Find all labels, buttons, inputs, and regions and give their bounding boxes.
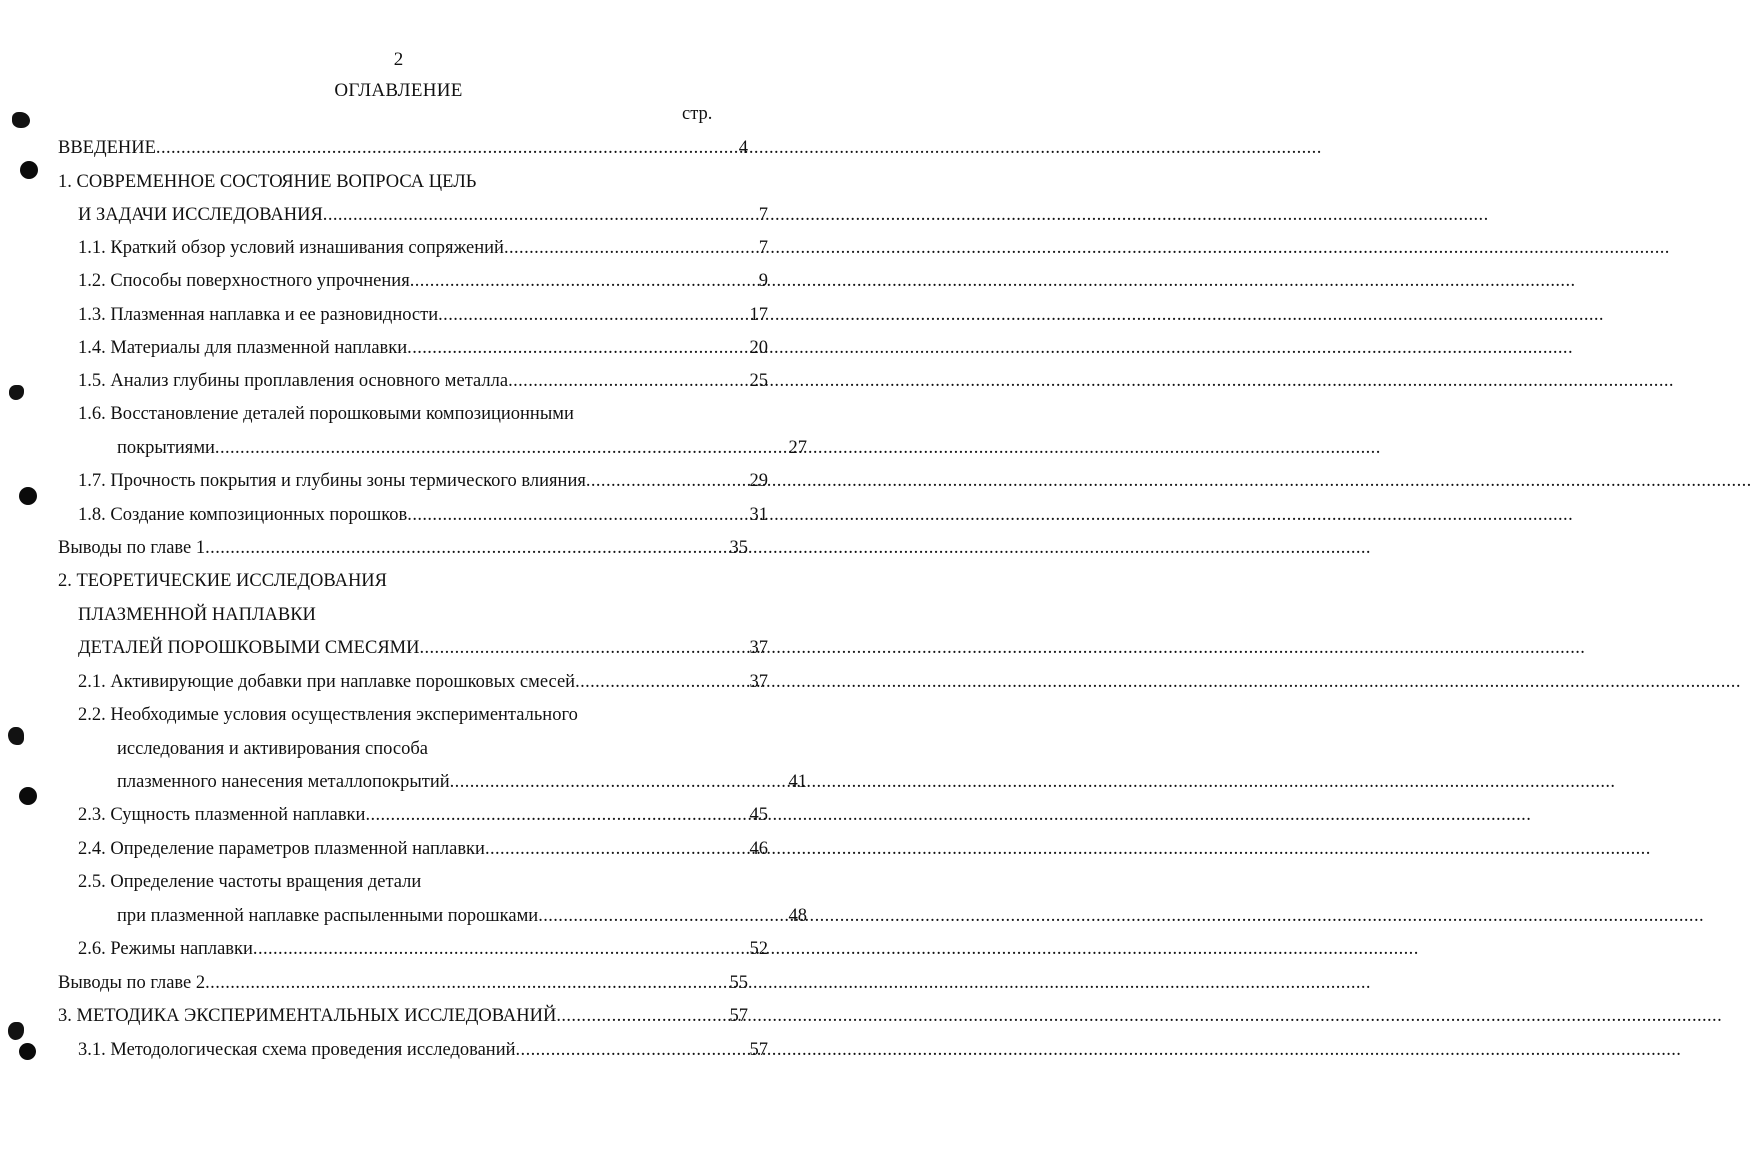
toc-entry [78, 203, 768, 227]
toc-entry-page: 35 [729, 538, 748, 558]
toc-entry-text: 1.6. Восстановление деталей порошковыми композиционными [78, 404, 574, 424]
toc-entry-page: 25 [749, 371, 768, 391]
toc-entry-page: 45 [749, 805, 768, 825]
leader-dots [516, 1038, 1682, 1062]
toc-entry [58, 170, 476, 194]
toc-entry [78, 870, 421, 894]
toc-entry [78, 469, 768, 493]
toc-entry-text: 2.2. Необходимые условия осуществления экспериментального [78, 705, 578, 725]
leader-dots [365, 803, 1531, 827]
toc-entry-page: 37 [749, 638, 768, 658]
toc-entry [117, 904, 807, 928]
toc-entry-text: плазменного нанесения металлопокрытий [117, 772, 450, 792]
toc-entry-text: И ЗАДАЧИ ИССЛЕДОВАНИЯ [78, 205, 323, 225]
toc-entry-text: 2. ТЕОРЕТИЧЕСКИЕ ИССЛЕДОВАНИЯ [58, 571, 387, 591]
leader-dots [450, 770, 1616, 794]
toc-entry-text: 1.2. Способы поверхностного упрочнения [78, 271, 410, 291]
toc-entry [78, 603, 316, 627]
toc-entry-text: 2.6. Режимы наплавки [78, 939, 253, 959]
toc-entry [58, 536, 748, 560]
toc-entry-page: 7 [758, 205, 768, 225]
toc-entry [78, 269, 768, 293]
toc-entry [78, 670, 768, 694]
toc-entry-text: 1.1. Краткий обзор условий изнашивания сопряжений [78, 238, 504, 258]
scan-mark [8, 727, 24, 745]
toc-entry [58, 971, 748, 995]
toc-entry [78, 402, 574, 426]
scan-mark [12, 112, 30, 128]
toc-entry-page: 37 [749, 672, 768, 692]
leader-dots [407, 503, 1573, 527]
leader-dots [205, 971, 1371, 995]
toc-entry-page: 41 [788, 772, 807, 792]
toc-entry-text: ВВЕДЕНИЕ [58, 138, 156, 158]
punch-hole [19, 487, 37, 505]
toc-entry-text: 1.3. Плазменная наплавка и ее разновидности [78, 305, 439, 325]
leader-dots [438, 303, 1604, 327]
toc-entry-page: 29 [749, 471, 768, 491]
punch-hole [20, 161, 38, 179]
leader-dots [253, 937, 1419, 961]
toc-entry-text: 2.3. Сущность плазменной наплавки [78, 805, 366, 825]
leader-dots [485, 837, 1651, 861]
scan-mark [8, 1022, 24, 1040]
toc-entry-page: 9 [758, 271, 768, 291]
leader-dots [508, 369, 1674, 393]
leader-dots [205, 536, 1371, 560]
toc-entry-text: 2.5. Определение частоты вращения детали [78, 872, 422, 892]
toc-entry-text: покрытиями [117, 438, 215, 458]
toc-entry-text: 3.1. Методологическая схема проведения исследований [78, 1040, 516, 1060]
toc-entry-text: 2.1. Активирующие добавки при наплавке порошковых смесей [78, 672, 576, 692]
toc-entry-text: 1. СОВРЕМЕННОЕ СОСТОЯНИЕ ВОПРОСА ЦЕЛЬ [58, 172, 477, 192]
toc-entry-page: 52 [749, 939, 768, 959]
toc-entry-text: 1.4. Материалы для плазменной наплавки [78, 338, 408, 358]
toc-entry-page: 46 [749, 839, 768, 859]
toc-entry-text: 1.5. Анализ глубины проплавления основного металла [78, 371, 509, 391]
toc-entry-page: 4 [738, 138, 748, 158]
leader-dots [419, 636, 1585, 660]
toc-entry-text: 1.8. Создание композиционных порошков [78, 505, 408, 525]
toc-entry [78, 336, 768, 360]
toc-entry-page: 57 [729, 1006, 748, 1026]
toc-entry-page: 7 [758, 238, 768, 258]
leader-dots [538, 904, 1704, 928]
toc-entry [117, 737, 428, 761]
toc-entry [78, 1038, 768, 1062]
toc-entry [78, 937, 768, 961]
toc-entry-text: 1.7. Прочность покрытия и глубины зоны термического влияния [78, 471, 586, 491]
toc-entry [78, 703, 578, 727]
toc-entry [78, 503, 768, 527]
toc-entry [78, 303, 768, 327]
page-number: 2 [393, 49, 404, 70]
toc-entry-text: при плазменной наплавке распыленными порошками [117, 906, 539, 926]
scan-mark [9, 385, 24, 400]
toc-entry-text: ДЕТАЛЕЙ ПОРОШКОВЫМИ СМЕСЯМИ [78, 638, 420, 658]
toc-entry [58, 569, 387, 593]
toc-entry [117, 770, 807, 794]
toc-entry-text: исследования и активирования способа [117, 739, 428, 759]
page-column-label: стр. [682, 104, 713, 124]
toc-entry-text: Выводы по главе 1 [58, 538, 206, 558]
toc-entry-page: 57 [749, 1040, 768, 1060]
punch-hole [19, 787, 37, 805]
toc-entry-text: ПЛАЗМЕННОЙ НАПЛАВКИ [78, 605, 316, 625]
toc-entry [78, 803, 768, 827]
toc-entry [117, 436, 807, 460]
toc-entry [78, 837, 768, 861]
leader-dots [323, 203, 1489, 227]
toc-entry-page: 55 [729, 973, 748, 993]
toc-entry [78, 236, 768, 260]
toc-entry [78, 369, 768, 393]
toc-entry [78, 636, 768, 660]
toc-entry-text: 2.4. Определение параметров плазменной наплавки [78, 839, 485, 859]
page-title: ОГЛАВЛЕНИЕ [334, 80, 463, 101]
toc-entry-text: Выводы по главе 2 [58, 973, 206, 993]
toc-entry-page: 17 [749, 305, 768, 325]
toc-entry-page: 27 [788, 438, 807, 458]
toc-entry-page: 31 [749, 505, 768, 525]
leader-dots [410, 269, 1576, 293]
leader-dots [407, 336, 1573, 360]
leader-dots [504, 236, 1670, 260]
toc-entry-page: 48 [788, 906, 807, 926]
toc-entry-page: 20 [749, 338, 768, 358]
toc-entry [58, 1004, 748, 1028]
toc-entry [58, 136, 748, 160]
toc-entry-text: 3. МЕТОДИКА ЭКСПЕРИМЕНТАЛЬНЫХ ИССЛЕДОВАНИЙ [58, 1006, 557, 1026]
punch-hole [19, 1043, 36, 1060]
